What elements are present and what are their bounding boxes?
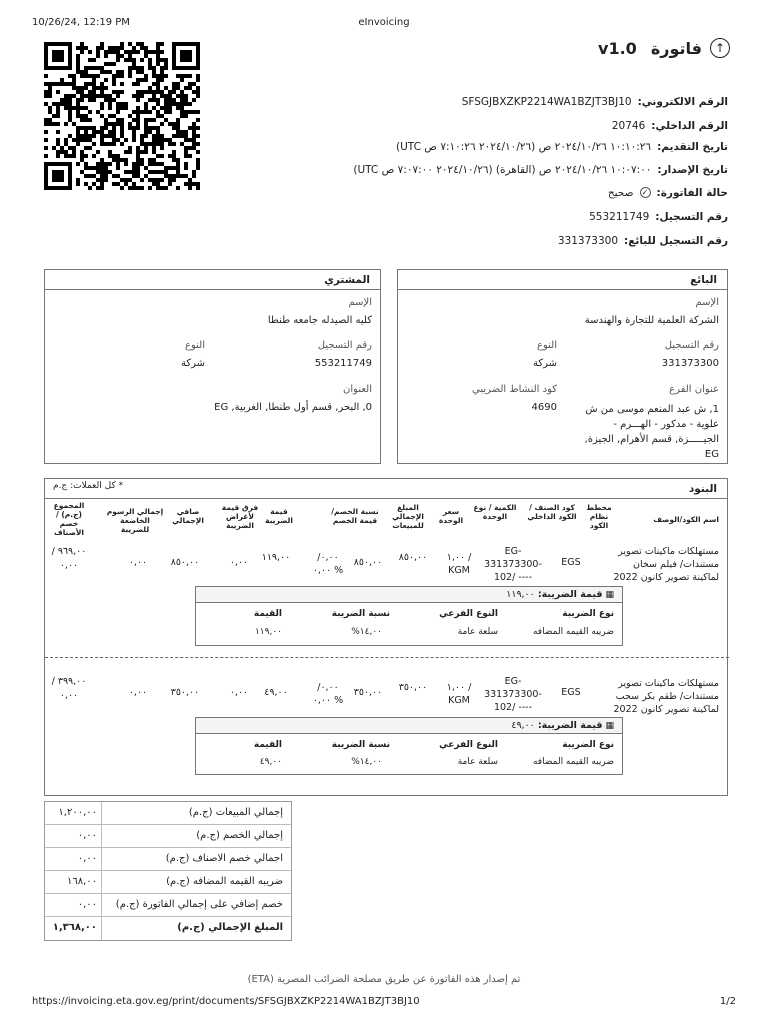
buyer-type-label: النوع [185,340,205,351]
total-row-items-discount: اجمالي خصم الاصناف (ج.م) ٠,٠٠ [45,848,291,871]
col-code: كود الصنف / الكود الداخلي [527,503,577,521]
item-2-tax-type: ضريبه القيمه المضافه [532,757,614,767]
print-datetime: 10/26/24, 12:19 PM [32,17,130,28]
upload-icon[interactable]: ↑ [710,38,730,58]
buyer-reg-label: رقم التسجيل [317,340,372,351]
total-row-vat: ضريبه القيمه المضافه (ج.م) ١٦٨,٠٠ [45,871,291,894]
item-1-tax-diff: ٠,٠٠ [229,557,249,568]
col-name: اسم الكود/الوصف [653,515,719,524]
tax-col-value: القيمة [253,609,282,619]
currency-note: * كل العملات: ج.م [53,481,124,491]
item-2-tax-diff: ٠,٠٠ [229,687,249,698]
buyer-type: شركة [180,358,205,369]
col-net: صافي الإجمالي [172,507,204,525]
seller-title: البائع [398,270,727,290]
item-2-tax-box [195,717,623,775]
info-row-status: حالة الفاتورة: ✓ صحيح [607,187,728,199]
col-qty: الكمية / نوع الوحدة [473,503,517,521]
total-row-grand-total: المبلغ الإجمالي (ج.م) ١,٣٦٨,٠٠ [45,917,291,940]
print-page-number: 1/2 [719,996,736,1007]
item-2-qty: ١,٠٠ / KGM [446,682,472,706]
item-2-net: ٣٥٠,٠٠ [170,687,200,698]
item-2-tax-rate: ١٤,٠٠% [351,757,382,767]
print-page-title: eInvoicing [358,17,410,28]
total-row-discount: إجمالي الخصم (ج.م) ٠,٠٠ [45,825,291,848]
item-1-code: EG-331373300-102/ ---- [484,546,542,583]
seller-reg: 331373300 [661,358,719,369]
item-2-tax-header: ▦ قيمة الضريبة: ٤٩,٠٠ [196,718,622,734]
info-row-registration: رقم التسجيل: 553211749 [589,211,728,223]
total-row-sales: إجمالي المبيعات (ج.م) ١,٢٠٠,٠٠ [45,802,291,825]
info-row-seller-registration: رقم التسجيل للبائع: 331373300 [557,235,728,247]
seller-name-label: الإسم [695,297,719,308]
tax-grid-icon: ▦ [605,590,614,600]
item-1-tax-box [195,586,623,646]
buyer-name: كليه الصيدله جامعه طنطا [267,315,372,326]
item-1-unit-price: ٨٥٠,٠٠ [398,552,428,563]
tax-col-type: نوع الضريبة [562,740,614,750]
col-tax-value: قيمة الضريبة [265,507,293,525]
col-tax-diff: فرق قيمة لأغراض الضريبة [221,503,259,530]
buyer-title: المشتري [45,270,380,290]
item-2-scheme: EGS [561,687,581,698]
item-2-taxable-fees: ٠,٠٠ [128,687,148,698]
item-2-tax-value: ٤٩,٠٠ [264,687,288,698]
tax-col-rate: نسبة الضريبة [331,609,390,619]
item-2-discount: ٠,٠٠/ ٠,٠٠ % [312,682,344,706]
tax-col-subtype: النوع الفرعي [439,740,498,750]
seller-branch-label: عنوان الفرع [669,384,719,395]
seller-box [397,269,728,464]
seller-type-label: النوع [537,340,557,351]
total-row-extra-discount: خصم إضافي على إجمالي الفاتورة (ج.م) ٠,٠٠ [45,894,291,917]
item-2-sales: ٣٥٠,٠٠ [353,687,383,698]
item-1-taxable-fees: ٠,٠٠ [128,557,148,568]
tax-grid-icon: ▦ [605,721,614,731]
item-2-code: EG-331373300-102/ ---- [484,676,542,713]
seller-reg-label: رقم التسجيل [664,340,719,351]
tax-col-subtype: النوع الفرعي [439,609,498,619]
col-sales: المبلغ الإجمالي للمبيعات [392,503,424,530]
tax-col-rate: نسبة الضريبة [331,740,390,750]
invoice-title [598,38,730,58]
col-scheme: مخطط نظام الكود [586,503,612,530]
item-1-tax-rate: ١٤,٠٠% [351,627,382,637]
item-1-tax-value: ١١٩,٠٠ [261,552,291,563]
info-row-submission-date: تاريخ التقديم: ١٠:١٠:٢٦ ٢٠٢٤/١٠/٢٦ ص (٢٠٢٤/١٠/٢٦ ٧:١٠:٢٦ ص UTC) [396,141,728,153]
info-row-internal-id: الرقم الداخلي: 20746 [611,120,728,132]
item-1-sales: ٨٥٠,٠٠ [353,557,383,568]
tax-col-value: القيمة [253,740,282,750]
item-1-net: ٨٥٠,٠٠ [170,557,200,568]
col-discount: نسبة الخصم/ قيمة الخصم [331,507,379,525]
item-1-tax-type: ضريبه القيمه المضافه [532,627,614,637]
eta-note: تم إصدار هذه الفاتورة عن طريق مصلحة الضرائب المصرية (ETA) [247,974,521,985]
item-2-name: مستهلكات ماكينات تصوير مستندات/ طقم بكر سحب لماكينة تصوير كانون 2022 [613,678,719,715]
item-2-tax-subtype: سلعة عامة [457,757,498,767]
buyer-reg: 553211749 [314,358,372,369]
item-2-tax-val: ٤٩,٠٠ [259,757,282,767]
seller-activity: 4690 [531,402,557,413]
title-version: v1.0 [598,38,637,58]
info-row-issue-date: تاريخ الإصدار: ١٠:٠٧:٠٠ ٢٠٢٤/١٠/٢٦ ص (القاهرة) (٢٠٢٤/١٠/٢٦ ٧:٠٧:٠٠ ص UTC) [353,164,728,176]
item-1-discount: ٠,٠٠/ ٠,٠٠ % [312,552,344,576]
item-1-tax-val: ١١٩,٠٠ [254,627,282,637]
item-divider [45,657,729,658]
buyer-name-label: الإسم [348,297,372,308]
tax-col-type: نوع الضريبة [562,609,614,619]
items-section [44,478,728,796]
seller-branch: 1, ش عبد المنعم موسى من ش علوية - مدكور - الهـــرم - الجيـــــزة, قسم الأهرام, الجيزة, EG [584,404,719,460]
item-1-qty: ١,٠٠ / KGM [446,552,472,576]
buyer-box [44,269,381,464]
print-url: https://invoicing.eta.gov.eg/print/documents/SFSGJBXZKP2214WA1BZJT3BJ10 [32,996,420,1007]
valid-check-icon: ✓ [640,187,651,198]
seller-name: الشركة العلمية للتجارة والهندسة [584,315,719,326]
buyer-address: 0, البحر, قسم أول طنطا, الغربية, EG [214,402,372,413]
title-text: فاتورة [650,38,702,58]
item-2-unit-price: ٣٥٠,٠٠ [398,682,428,693]
item-1-tax-subtype: سلعة عامة [457,627,498,637]
col-total: المجموع (ج.م) / خصم الأصناف [53,501,85,537]
items-title: البنود [45,479,727,499]
item-1-tax-header: ▦ قيمة الضريبة: ١١٩,٠٠ [196,587,622,603]
item-1-scheme: EGS [561,557,581,568]
col-unit-price: سعر الوحدة [438,507,464,525]
col-taxable-fees: إجمالي الرسوم الخاضعة للضريبة [106,507,164,534]
totals-table [44,801,292,941]
seller-activity-label: كود النشاط الضريبي [472,384,557,395]
info-row-uuid: الرقم الالكتروني: SFSGJBXZKP2214WA1BZJT3BJ10 [461,96,728,108]
buyer-address-label: العنوان [343,384,372,395]
item-1-total: ٩٦٩,٠٠ / ٠,٠٠ [51,546,87,571]
qr-code [44,42,200,190]
item-1-name: مستهلكات ماكينات تصوير مستندات/ فيلم سخان لماكينة تصوير كانون 2022 [613,546,719,583]
item-2-total: ٣٩٩,٠٠ / ٠,٠٠ [51,676,87,701]
seller-type: شركة [532,358,557,369]
